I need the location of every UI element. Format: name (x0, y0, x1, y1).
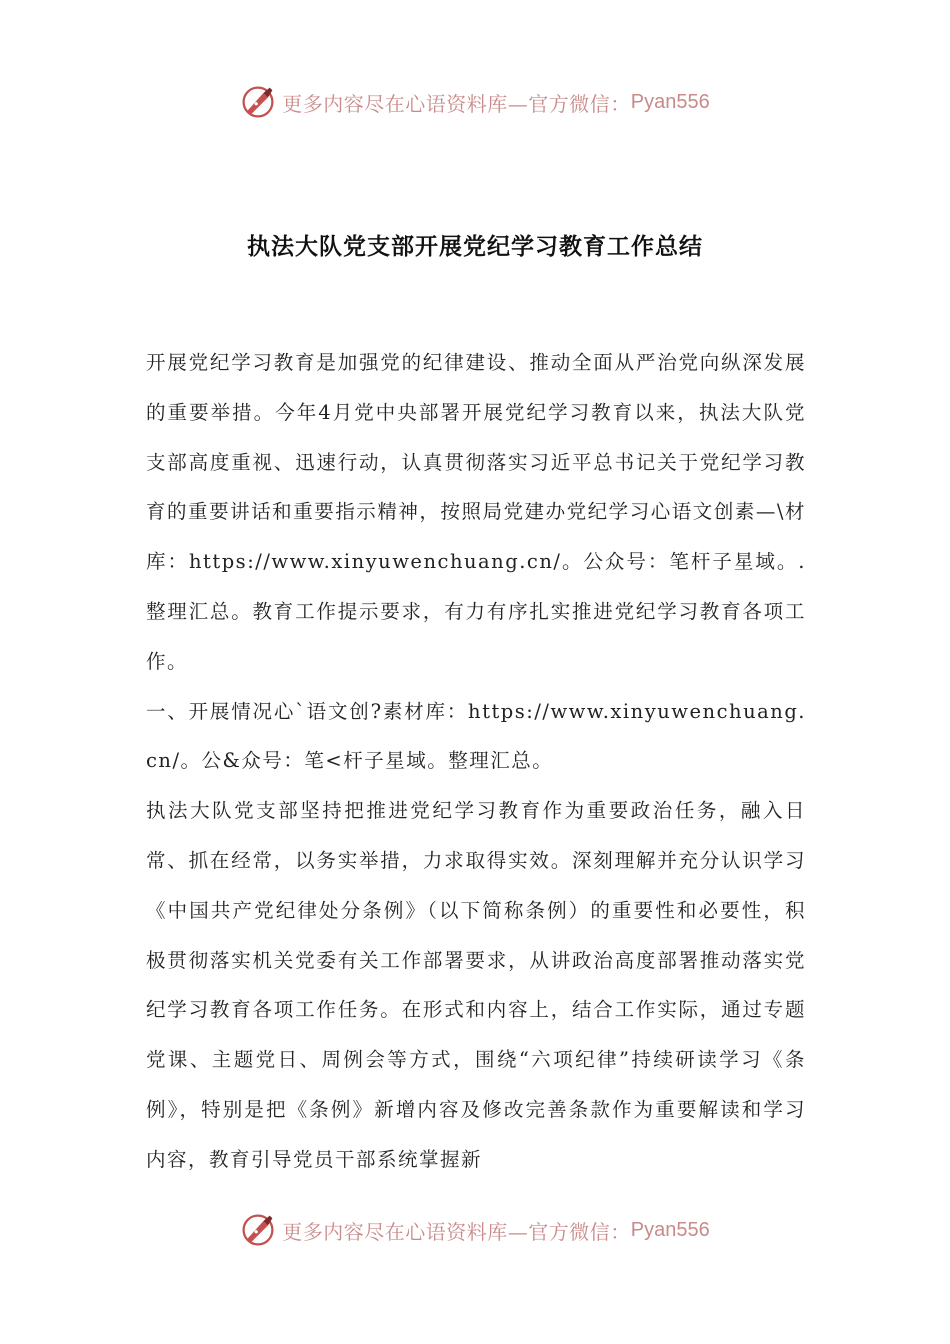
document-title: 执法大队党支部开展党纪学习教育工作总结 (247, 233, 703, 260)
document-body (146, 338, 806, 1185)
pen-nib-circle-icon (240, 1212, 276, 1248)
footer-wechat-id: Pyan556 (630, 1218, 710, 1241)
header-wechat-id: Pyan556 (630, 90, 710, 113)
paragraph-section-heading: 一、开展情况心`语文创?素材库：https://www.xinyuwenchuang.cn/。公&众号：笔<杆子星域。整理汇总。 (146, 699, 806, 773)
footer-banner (0, 1208, 950, 1252)
pen-nib-circle-icon (240, 84, 276, 120)
header-banner (0, 80, 950, 124)
header-banner-text: 更多内容尽在心语资料库—官方微信： (282, 91, 631, 116)
paragraph-implementation: 执法大队党支部坚持把推进党纪学习教育作为重要政治任务，融入日常、抓在经常，以务实举措，力求取得实效。深刻理解并充分认识学习《中国共产党纪律处分条例》（以下简称条例）的重要性和必要性，积极贯彻落实机关党委有关工作部署要求，从讲政治高度部署推动落实党纪学习教育各项工作任务。在形式和内容上，结合工作实际，通过专题党课、主题党日、周例会等方式，围绕“六项纪律”持续研读学习《条例》，特别是把《条例》新增内容及修改完善条款作为重要解读和学习内容，教育引导党员干部系统掌握新 (146, 799, 806, 1171)
footer-banner-text: 更多内容尽在心语资料库—官方微信： (282, 1219, 631, 1244)
paragraph-intro: 开展党纪学习教育是加强党的纪律建设、推动全面从严治党向纵深发展的重要举措。今年4月党中央部署开展党纪学习教育以来，执法大队党支部高度重视、迅速行动，认真贯彻落实习近平总书记关于党纪学习教育的重要讲话和重要指示精神，按照局党建办党纪学习心语文创素—\材库：https://www.xinyuwenchuang.cn/。公众号：笔杆子星域。.整理汇总。教育工作提示要求，有力有序扎实推进党纪学习教育各项工作。 (146, 351, 806, 673)
